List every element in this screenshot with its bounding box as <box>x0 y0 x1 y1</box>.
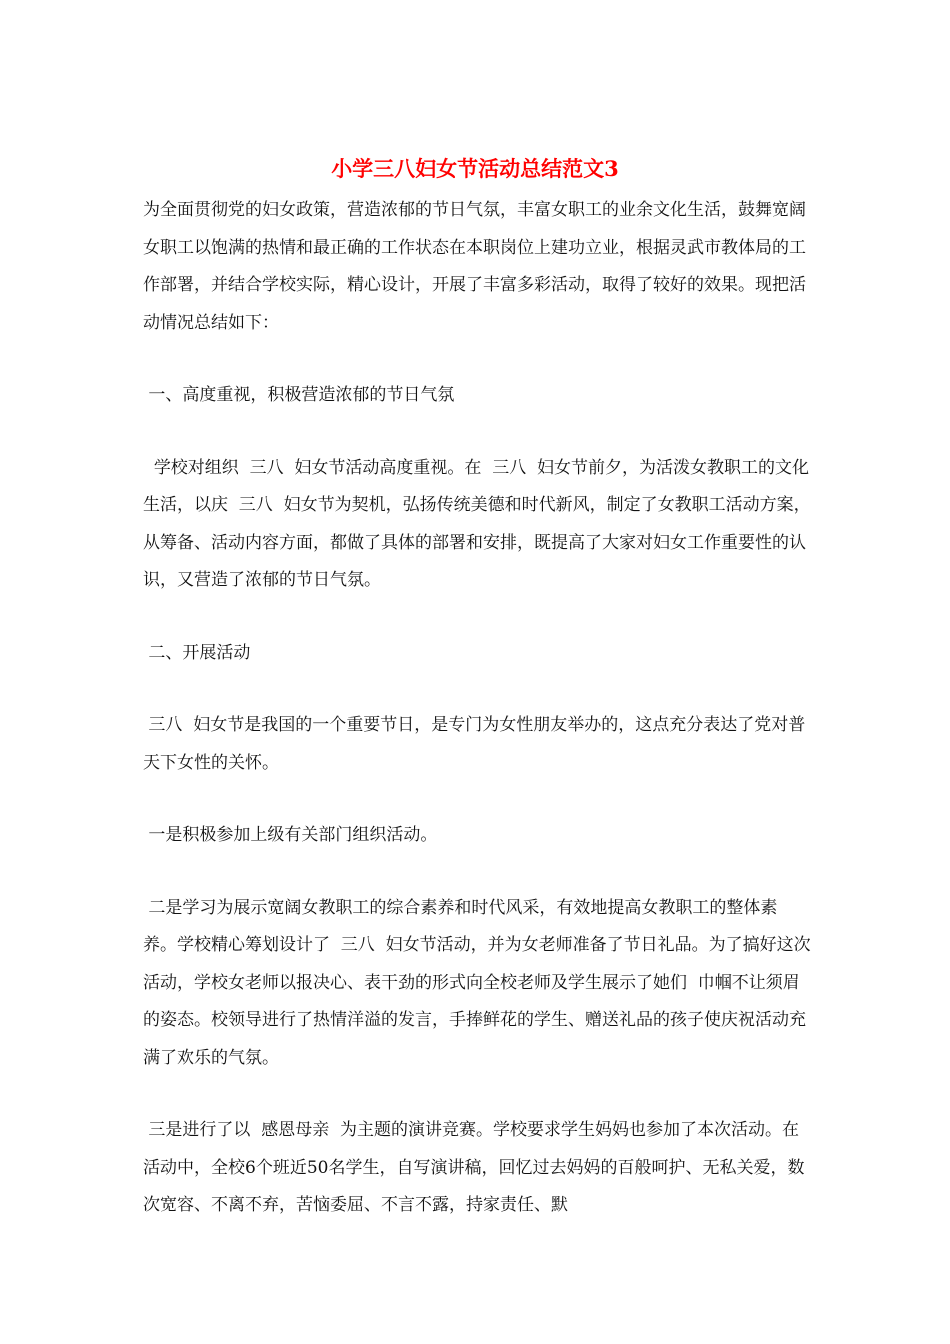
section-heading-2: 二、开展活动 <box>143 642 251 663</box>
paragraph-section-2: 三八 妇女节是我国的一个重要节日，是专门为女性朋友举办的，这点充分表达了党对普天下女性的关怀。 <box>143 715 806 773</box>
paragraph-intro: 为全面贯彻党的妇女政策，营造浓郁的节日气氛，丰富女职工的业余文化生活，鼓舞宽阔女职工以饱满的热情和最正确的工作状态在本职岗位上建功立业，根据灵武市教体局的工作部署，并结合学校实际，精心设计，开展了丰富多彩活动，取得了较好的效果。现把活动情况总结如下： <box>143 200 806 333</box>
paragraph-item-2: 二是学习为展示宽阔女教职工的综合素养和时代风采，有效地提高女教职工的整体素养。学校精心筹划设计了 三八 妇女节活动，并为女老师准备了节日礼品。为了搞好这次活动，学校女老师以报决心、表干劲的形式向全校老师及学生展示了她们 巾帼不让须眉 的姿态。校领导进行了热情洋溢的发言，手捧鲜花的学生、赠送礼品的孩子使庆祝活动充满了欢乐的气氛。 <box>143 897 811 1068</box>
document-body <box>143 192 811 1225</box>
paragraph-item-3: 三是进行了以 感恩母亲 为主题的演讲竞赛。学校要求学生妈妈也参加了本次活动。在活动中，全校6个班近50名学生，自写演讲稿，回忆过去妈妈的百般呵护、无私关爱，数次宽容、不离不弃，苦恼委屈、不言不露，持家责任、默 <box>143 1120 805 1215</box>
paragraph-item-1: 一是积极参加上级有关部门组织活动。 <box>143 825 438 845</box>
section-heading-1: 一、高度重视，积极营造浓郁的节日气氛 <box>143 385 455 405</box>
document-title: 小学三八妇女节活动总结范文3 <box>331 156 619 181</box>
paragraph-section-1: 学校对组织 三八 妇女节活动高度重视。在 三八 妇女节前夕，为活泼女教职工的文化生活，以庆 三八 妇女节为契机，弘扬传统美德和时代新风，制定了女教职工活动方案，从筹备、活动内容方面，都做了具体的部署和安排，既提高了大家对妇女工作重要性的认识，又营造了浓郁的节日气氛。 <box>143 457 811 590</box>
